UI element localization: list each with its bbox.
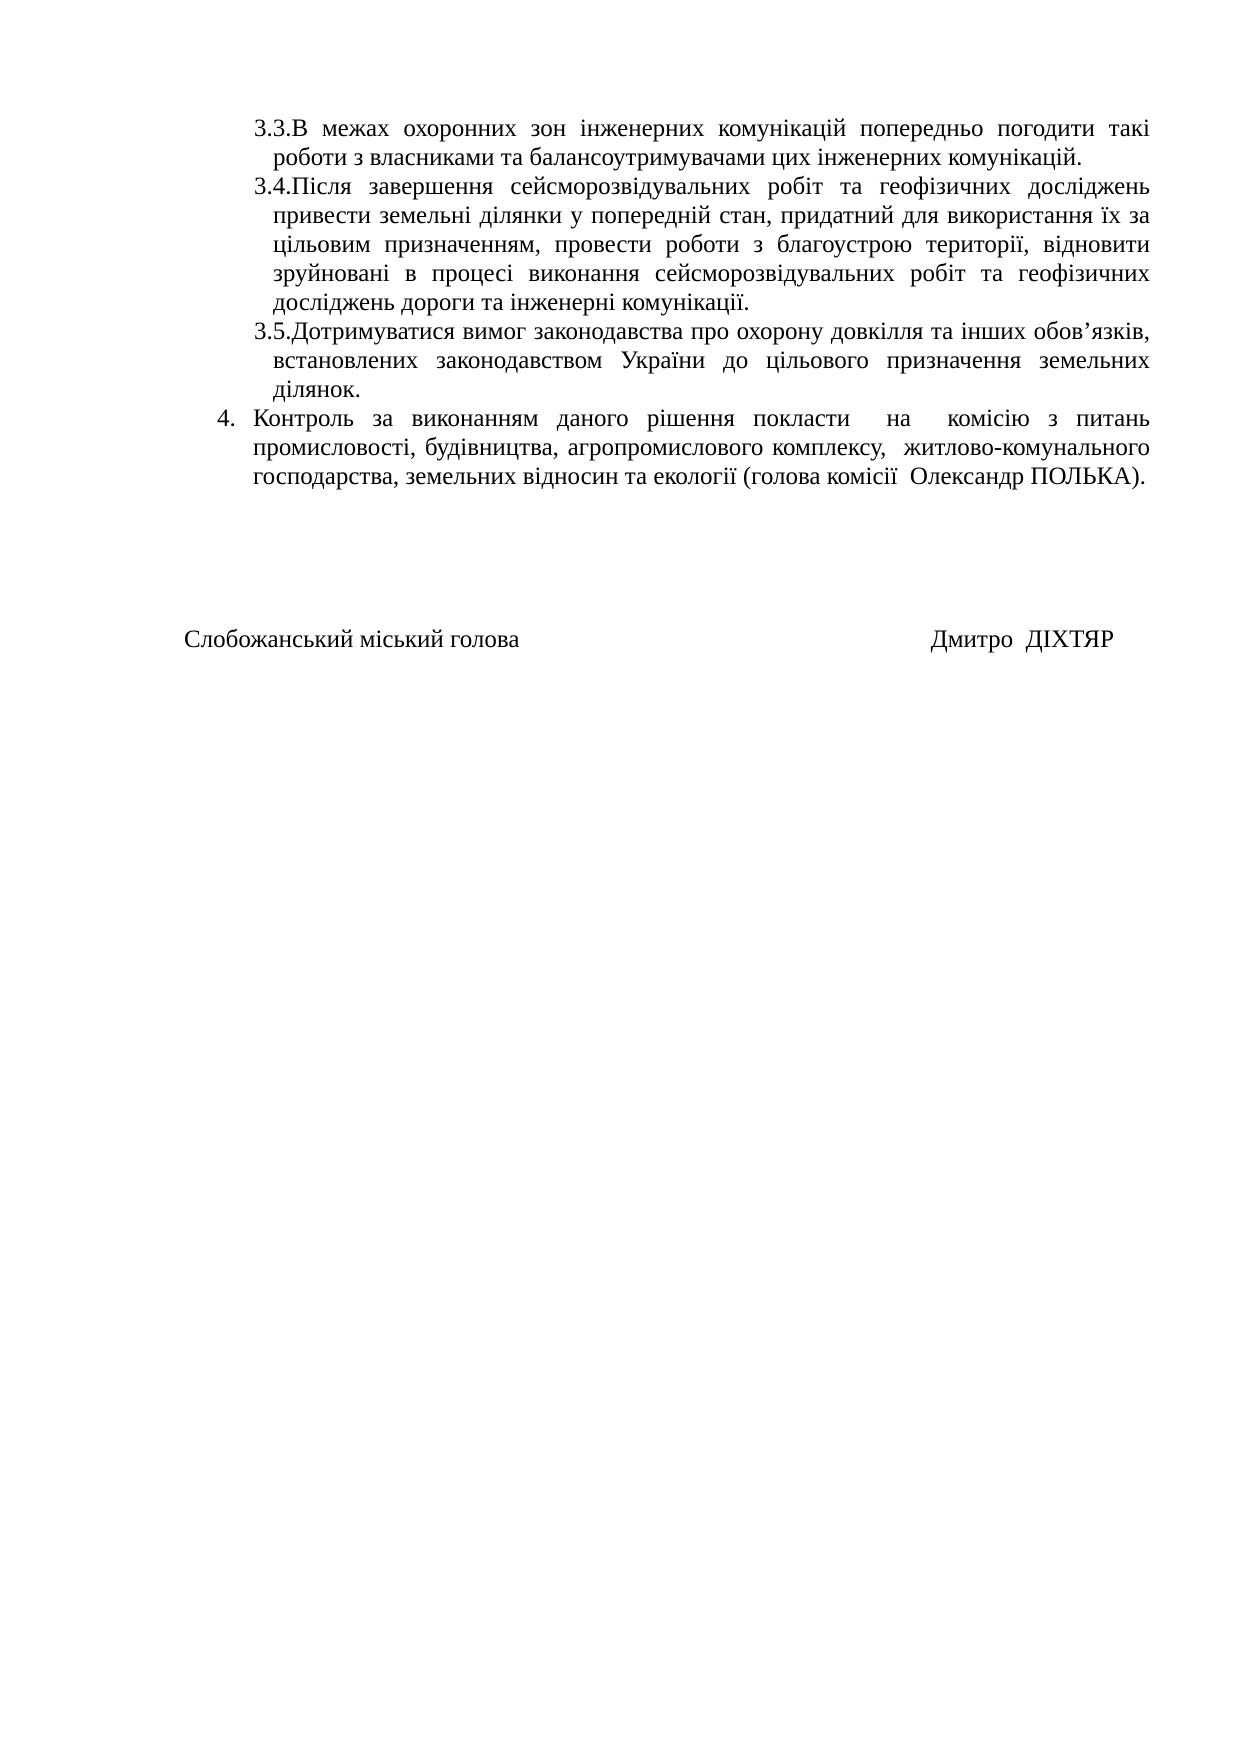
list-item-3-4 xyxy=(253,172,1150,317)
list-item-text: В межах охоронних зон інженерних комунікацій попередньо погодити такі роботи з власниками та балансоутримувачами цих інженерних комунікацій. xyxy=(273,115,1150,171)
list-item-number: 3.5. xyxy=(254,318,292,345)
list-item-text: Дотримуватися вимог законодавства про охорону довкілля та інших обов’язків, встановлених законодавством України до цільового призначення земельних ділянок. xyxy=(273,318,1150,403)
list-item-3-5 xyxy=(253,317,1150,404)
list-item-text: Контроль за виконанням даного рішення покласти на комісію з питань промисловості, будівництва, агропромислового комплексу, житлово-комунального господарства, земельних відносин та екології (голова комісії Олександр ПОЛЬКА). xyxy=(253,405,1150,490)
list-item-number: 3.3. xyxy=(254,115,292,142)
list-item-4 xyxy=(217,404,1150,491)
list-item-text: Після завершення сейсморозвідувальних робіт та геофізичних досліджень привести земельні ділянки у попередній стан, придатний для використання їх за цільовим призначенням, провести роботи з благоустрою території, відновити зруйновані в процесі виконання сейсморозвідувальних робіт та геофізичних досліджень дороги та інженерні комунікації. xyxy=(273,173,1150,316)
list-item-number: 3.4. xyxy=(254,173,292,200)
list-item-number: 4. xyxy=(217,405,236,432)
signature-title: Слобожанський міський голова xyxy=(184,626,520,653)
signature-name: Дмитро ДІХТЯР xyxy=(930,626,1114,653)
signature-row xyxy=(184,625,1114,654)
document-body xyxy=(217,114,1150,491)
list-item-3-3 xyxy=(253,114,1150,172)
